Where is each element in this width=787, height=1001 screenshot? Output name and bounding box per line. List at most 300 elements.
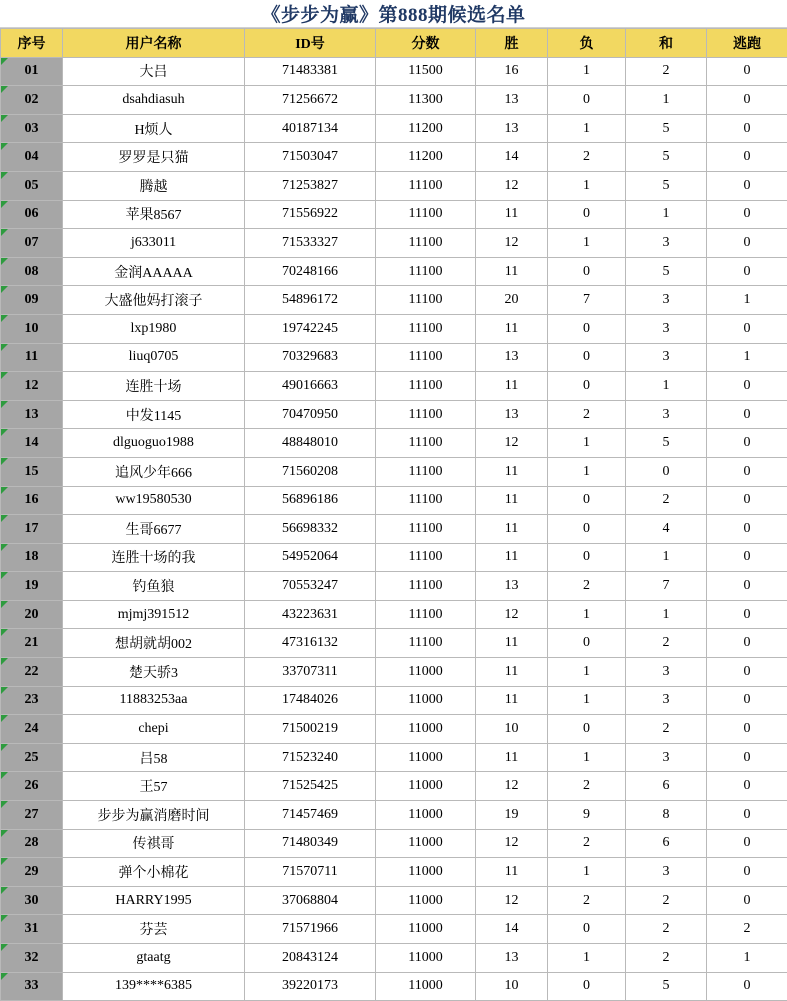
cell-win: 11 <box>476 372 548 401</box>
cell-username: 中发1145 <box>63 400 245 429</box>
cell-lose: 1 <box>548 429 626 458</box>
cell-flee: 0 <box>707 171 787 200</box>
cell-seq: 26 <box>1 772 63 801</box>
cell-flee: 0 <box>707 715 787 744</box>
column-header-lose[interactable]: 负 <box>548 29 626 58</box>
cell-id: 71256672 <box>245 86 376 115</box>
cell-win: 12 <box>476 229 548 258</box>
cell-win: 11 <box>476 486 548 515</box>
cell-score: 11000 <box>376 686 476 715</box>
cell-username: 罗罗是只猫 <box>63 143 245 172</box>
cell-lose: 0 <box>548 257 626 286</box>
cell-username: 139****6385 <box>63 972 245 1001</box>
cell-lose: 9 <box>548 801 626 830</box>
table-row[interactable] <box>1 114 787 143</box>
cell-id: 70329683 <box>245 343 376 372</box>
cell-id: 71523240 <box>245 743 376 772</box>
cell-seq: 25 <box>1 743 63 772</box>
cell-username: 追风少年666 <box>63 457 245 486</box>
cell-flee: 0 <box>707 858 787 887</box>
cell-id: 70553247 <box>245 572 376 601</box>
cell-id: 71525425 <box>245 772 376 801</box>
cell-username: 大盛他妈打滚子 <box>63 286 245 315</box>
cell-id: 33707311 <box>245 658 376 687</box>
table-row[interactable] <box>1 915 787 944</box>
cell-flee: 1 <box>707 286 787 315</box>
cell-seq: 15 <box>1 457 63 486</box>
cell-win: 11 <box>476 457 548 486</box>
cell-win: 12 <box>476 829 548 858</box>
cell-win: 11 <box>476 314 548 343</box>
column-header-seq[interactable]: 序号 <box>1 29 63 58</box>
table-row[interactable] <box>1 200 787 229</box>
cell-draw: 0 <box>626 457 707 486</box>
cell-id: 71571966 <box>245 915 376 944</box>
cell-draw: 3 <box>626 686 707 715</box>
table-row[interactable] <box>1 229 787 258</box>
cell-id: 71560208 <box>245 457 376 486</box>
cell-id: 71480349 <box>245 829 376 858</box>
table-row[interactable] <box>1 772 787 801</box>
column-header-flee[interactable]: 逃跑 <box>707 29 787 58</box>
cell-seq: 19 <box>1 572 63 601</box>
cell-username: chepi <box>63 715 245 744</box>
cell-lose: 1 <box>548 858 626 887</box>
cell-flee: 0 <box>707 86 787 115</box>
cell-lose: 2 <box>548 772 626 801</box>
cell-flee: 0 <box>707 257 787 286</box>
document-title-bar <box>0 0 787 28</box>
cell-score: 11000 <box>376 886 476 915</box>
cell-flee: 0 <box>707 400 787 429</box>
cell-seq: 23 <box>1 686 63 715</box>
cell-win: 11 <box>476 743 548 772</box>
table-row[interactable] <box>1 400 787 429</box>
table-row[interactable] <box>1 715 787 744</box>
table-row[interactable] <box>1 543 787 572</box>
cell-id: 37068804 <box>245 886 376 915</box>
cell-lose: 1 <box>548 944 626 973</box>
cell-lose: 2 <box>548 572 626 601</box>
cell-score: 11100 <box>376 171 476 200</box>
cell-seq: 13 <box>1 400 63 429</box>
cell-seq: 14 <box>1 429 63 458</box>
cell-lose: 1 <box>548 743 626 772</box>
cell-score: 11100 <box>376 200 476 229</box>
cell-win: 11 <box>476 658 548 687</box>
cell-id: 56896186 <box>245 486 376 515</box>
cell-id: 70470950 <box>245 400 376 429</box>
cell-score: 11000 <box>376 915 476 944</box>
cell-score: 11100 <box>376 286 476 315</box>
cell-seq: 20 <box>1 600 63 629</box>
cell-lose: 1 <box>548 229 626 258</box>
table-row[interactable] <box>1 886 787 915</box>
cell-flee: 0 <box>707 486 787 515</box>
cell-score: 11100 <box>376 457 476 486</box>
cell-id: 71533327 <box>245 229 376 258</box>
cell-lose: 2 <box>548 829 626 858</box>
cell-seq: 27 <box>1 801 63 830</box>
cell-win: 16 <box>476 57 548 86</box>
cell-draw: 2 <box>626 886 707 915</box>
table-row[interactable] <box>1 457 787 486</box>
cell-lose: 1 <box>548 57 626 86</box>
cell-flee: 0 <box>707 429 787 458</box>
cell-score: 11500 <box>376 57 476 86</box>
cell-seq: 21 <box>1 629 63 658</box>
cell-score: 11000 <box>376 801 476 830</box>
table-row[interactable] <box>1 629 787 658</box>
cell-username: 生哥6677 <box>63 515 245 544</box>
cell-username: dlguoguo1988 <box>63 429 245 458</box>
cell-lose: 1 <box>548 114 626 143</box>
cell-win: 19 <box>476 801 548 830</box>
cell-draw: 5 <box>626 972 707 1001</box>
cell-username: 连胜十场的我 <box>63 543 245 572</box>
cell-score: 11100 <box>376 543 476 572</box>
cell-score: 11100 <box>376 343 476 372</box>
cell-score: 11100 <box>376 572 476 601</box>
cell-draw: 6 <box>626 829 707 858</box>
cell-username: 传祺哥 <box>63 829 245 858</box>
cell-lose: 1 <box>548 686 626 715</box>
cell-draw: 3 <box>626 286 707 315</box>
cell-win: 13 <box>476 114 548 143</box>
cell-score: 11000 <box>376 715 476 744</box>
cell-seq: 08 <box>1 257 63 286</box>
cell-win: 11 <box>476 629 548 658</box>
cell-id: 70248166 <box>245 257 376 286</box>
cell-flee: 0 <box>707 229 787 258</box>
cell-draw: 3 <box>626 343 707 372</box>
table-row[interactable] <box>1 429 787 458</box>
cell-flee: 0 <box>707 629 787 658</box>
table-row[interactable] <box>1 143 787 172</box>
cell-win: 10 <box>476 972 548 1001</box>
cell-flee: 1 <box>707 944 787 973</box>
cell-username: 连胜十场 <box>63 372 245 401</box>
cell-lose: 1 <box>548 171 626 200</box>
cell-win: 11 <box>476 543 548 572</box>
column-header-win[interactable]: 胜 <box>476 29 548 58</box>
cell-score: 11200 <box>376 114 476 143</box>
cell-draw: 3 <box>626 314 707 343</box>
cell-id: 48848010 <box>245 429 376 458</box>
cell-username: 吕58 <box>63 743 245 772</box>
cell-win: 12 <box>476 429 548 458</box>
cell-id: 71570711 <box>245 858 376 887</box>
cell-id: 71556922 <box>245 200 376 229</box>
cell-flee: 1 <box>707 343 787 372</box>
cell-lose: 0 <box>548 314 626 343</box>
cell-score: 11000 <box>376 972 476 1001</box>
cell-id: 19742245 <box>245 314 376 343</box>
cell-draw: 3 <box>626 858 707 887</box>
cell-lose: 0 <box>548 915 626 944</box>
cell-lose: 2 <box>548 886 626 915</box>
cell-draw: 2 <box>626 629 707 658</box>
table-row[interactable] <box>1 343 787 372</box>
table-row[interactable] <box>1 829 787 858</box>
cell-id: 71500219 <box>245 715 376 744</box>
cell-draw: 6 <box>626 772 707 801</box>
cell-seq: 10 <box>1 314 63 343</box>
cell-seq: 03 <box>1 114 63 143</box>
cell-lose: 0 <box>548 715 626 744</box>
cell-win: 12 <box>476 772 548 801</box>
cell-username: 弹个小棉花 <box>63 858 245 887</box>
cell-draw: 2 <box>626 486 707 515</box>
cell-username: H烦人 <box>63 114 245 143</box>
table-row[interactable] <box>1 972 787 1001</box>
cell-id: 71253827 <box>245 171 376 200</box>
cell-win: 12 <box>476 171 548 200</box>
table-row[interactable] <box>1 858 787 887</box>
cell-draw: 2 <box>626 915 707 944</box>
cell-id: 49016663 <box>245 372 376 401</box>
cell-seq: 30 <box>1 886 63 915</box>
cell-lose: 0 <box>548 486 626 515</box>
cell-win: 11 <box>476 515 548 544</box>
cell-draw: 3 <box>626 400 707 429</box>
column-header-username[interactable]: 用户名称 <box>63 29 245 58</box>
cell-id: 17484026 <box>245 686 376 715</box>
table-row[interactable] <box>1 686 787 715</box>
cell-win: 13 <box>476 944 548 973</box>
cell-draw: 5 <box>626 114 707 143</box>
cell-draw: 7 <box>626 572 707 601</box>
cell-seq: 06 <box>1 200 63 229</box>
cell-flee: 0 <box>707 314 787 343</box>
cell-draw: 2 <box>626 944 707 973</box>
cell-seq: 01 <box>1 57 63 86</box>
cell-score: 11100 <box>376 629 476 658</box>
cell-win: 11 <box>476 200 548 229</box>
cell-seq: 04 <box>1 143 63 172</box>
cell-lose: 1 <box>548 658 626 687</box>
table-row[interactable] <box>1 600 787 629</box>
cell-username: HARRY1995 <box>63 886 245 915</box>
cell-seq: 17 <box>1 515 63 544</box>
cell-id: 71503047 <box>245 143 376 172</box>
cell-win: 12 <box>476 600 548 629</box>
cell-lose: 1 <box>548 600 626 629</box>
cell-id: 43223631 <box>245 600 376 629</box>
cell-score: 11100 <box>376 486 476 515</box>
cell-score: 11100 <box>376 429 476 458</box>
cell-draw: 5 <box>626 257 707 286</box>
table-row[interactable] <box>1 257 787 286</box>
table-row[interactable] <box>1 743 787 772</box>
cell-id: 54896172 <box>245 286 376 315</box>
cell-seq: 05 <box>1 171 63 200</box>
cell-win: 11 <box>476 858 548 887</box>
cell-flee: 0 <box>707 772 787 801</box>
cell-id: 71457469 <box>245 801 376 830</box>
cell-win: 13 <box>476 572 548 601</box>
cell-username: 腾越 <box>63 171 245 200</box>
cell-win: 13 <box>476 86 548 115</box>
cell-draw: 5 <box>626 171 707 200</box>
cell-win: 13 <box>476 400 548 429</box>
cell-draw: 1 <box>626 543 707 572</box>
cell-lose: 0 <box>548 372 626 401</box>
cell-username: lxp1980 <box>63 314 245 343</box>
cell-seq: 32 <box>1 944 63 973</box>
cell-flee: 0 <box>707 572 787 601</box>
cell-flee: 0 <box>707 886 787 915</box>
table-row[interactable] <box>1 372 787 401</box>
table-row[interactable] <box>1 658 787 687</box>
cell-draw: 3 <box>626 658 707 687</box>
column-header-draw[interactable]: 和 <box>626 29 707 58</box>
cell-draw: 3 <box>626 743 707 772</box>
cell-draw: 1 <box>626 200 707 229</box>
cell-flee: 0 <box>707 372 787 401</box>
cell-seq: 11 <box>1 343 63 372</box>
cell-win: 13 <box>476 343 548 372</box>
cell-username: dsahdiasuh <box>63 86 245 115</box>
cell-lose: 0 <box>548 972 626 1001</box>
cell-seq: 28 <box>1 829 63 858</box>
cell-username: 钓鱼狼 <box>63 572 245 601</box>
cell-draw: 1 <box>626 372 707 401</box>
cell-score: 11100 <box>376 400 476 429</box>
table-row[interactable] <box>1 486 787 515</box>
cell-username: 王57 <box>63 772 245 801</box>
cell-username: 楚天骄3 <box>63 658 245 687</box>
cell-lose: 7 <box>548 286 626 315</box>
cell-username: ww19580530 <box>63 486 245 515</box>
cell-flee: 0 <box>707 457 787 486</box>
table-container <box>0 28 787 1001</box>
cell-flee: 0 <box>707 143 787 172</box>
cell-lose: 0 <box>548 515 626 544</box>
cell-id: 39220173 <box>245 972 376 1001</box>
cell-score: 11000 <box>376 858 476 887</box>
cell-lose: 0 <box>548 629 626 658</box>
cell-draw: 2 <box>626 715 707 744</box>
cell-flee: 0 <box>707 829 787 858</box>
cell-username: 想胡就胡002 <box>63 629 245 658</box>
table-row[interactable] <box>1 86 787 115</box>
cell-draw: 3 <box>626 229 707 258</box>
table-row[interactable] <box>1 171 787 200</box>
cell-id: 54952064 <box>245 543 376 572</box>
cell-seq: 02 <box>1 86 63 115</box>
table-header <box>1 29 787 58</box>
cell-score: 11100 <box>376 600 476 629</box>
cell-win: 10 <box>476 715 548 744</box>
cell-score: 11000 <box>376 944 476 973</box>
cell-username: 苹果8567 <box>63 200 245 229</box>
cell-win: 14 <box>476 143 548 172</box>
cell-draw: 5 <box>626 429 707 458</box>
cell-lose: 1 <box>548 457 626 486</box>
cell-draw: 1 <box>626 86 707 115</box>
cell-lose: 2 <box>548 143 626 172</box>
cell-win: 12 <box>476 886 548 915</box>
cell-score: 11000 <box>376 829 476 858</box>
cell-lose: 0 <box>548 200 626 229</box>
candidate-list-table <box>0 28 787 1001</box>
cell-id: 56698332 <box>245 515 376 544</box>
cell-flee: 0 <box>707 972 787 1001</box>
cell-score: 11100 <box>376 372 476 401</box>
cell-flee: 0 <box>707 200 787 229</box>
table-header-row <box>1 29 787 58</box>
cell-username: 芬芸 <box>63 915 245 944</box>
cell-score: 11300 <box>376 86 476 115</box>
cell-score: 11000 <box>376 743 476 772</box>
cell-flee: 0 <box>707 114 787 143</box>
cell-win: 11 <box>476 686 548 715</box>
cell-draw: 8 <box>626 801 707 830</box>
cell-id: 40187134 <box>245 114 376 143</box>
cell-score: 11100 <box>376 229 476 258</box>
cell-flee: 2 <box>707 915 787 944</box>
table-row[interactable] <box>1 801 787 830</box>
cell-username: gtaatg <box>63 944 245 973</box>
cell-seq: 22 <box>1 658 63 687</box>
column-header-score[interactable]: 分数 <box>376 29 476 58</box>
cell-username: j633011 <box>63 229 245 258</box>
cell-win: 20 <box>476 286 548 315</box>
cell-username: liuq0705 <box>63 343 245 372</box>
table-row[interactable] <box>1 314 787 343</box>
column-header-id[interactable]: ID号 <box>245 29 376 58</box>
cell-score: 11200 <box>376 143 476 172</box>
cell-seq: 31 <box>1 915 63 944</box>
cell-score: 11000 <box>376 772 476 801</box>
page-title: 《步步为赢》第888期候选名单 <box>261 0 525 27</box>
cell-id: 71483381 <box>245 57 376 86</box>
cell-seq: 16 <box>1 486 63 515</box>
cell-seq: 12 <box>1 372 63 401</box>
cell-seq: 29 <box>1 858 63 887</box>
cell-flee: 0 <box>707 801 787 830</box>
cell-flee: 0 <box>707 515 787 544</box>
table-row[interactable] <box>1 286 787 315</box>
cell-win: 11 <box>476 257 548 286</box>
cell-seq: 33 <box>1 972 63 1001</box>
cell-draw: 5 <box>626 143 707 172</box>
cell-username: 金润AAAAA <box>63 257 245 286</box>
table-row[interactable] <box>1 572 787 601</box>
cell-seq: 18 <box>1 543 63 572</box>
cell-flee: 0 <box>707 743 787 772</box>
cell-win: 14 <box>476 915 548 944</box>
cell-flee: 0 <box>707 600 787 629</box>
cell-lose: 2 <box>548 400 626 429</box>
table-row[interactable] <box>1 57 787 86</box>
cell-score: 11100 <box>376 257 476 286</box>
cell-flee: 0 <box>707 686 787 715</box>
cell-seq: 07 <box>1 229 63 258</box>
cell-seq: 24 <box>1 715 63 744</box>
cell-username: 步步为赢消磨时间 <box>63 801 245 830</box>
cell-username: 11883253aa <box>63 686 245 715</box>
cell-score: 11000 <box>376 658 476 687</box>
cell-draw: 1 <box>626 600 707 629</box>
cell-score: 11100 <box>376 515 476 544</box>
table-row[interactable] <box>1 515 787 544</box>
cell-lose: 0 <box>548 343 626 372</box>
cell-username: mjmj391512 <box>63 600 245 629</box>
cell-score: 11100 <box>376 314 476 343</box>
cell-id: 20843124 <box>245 944 376 973</box>
